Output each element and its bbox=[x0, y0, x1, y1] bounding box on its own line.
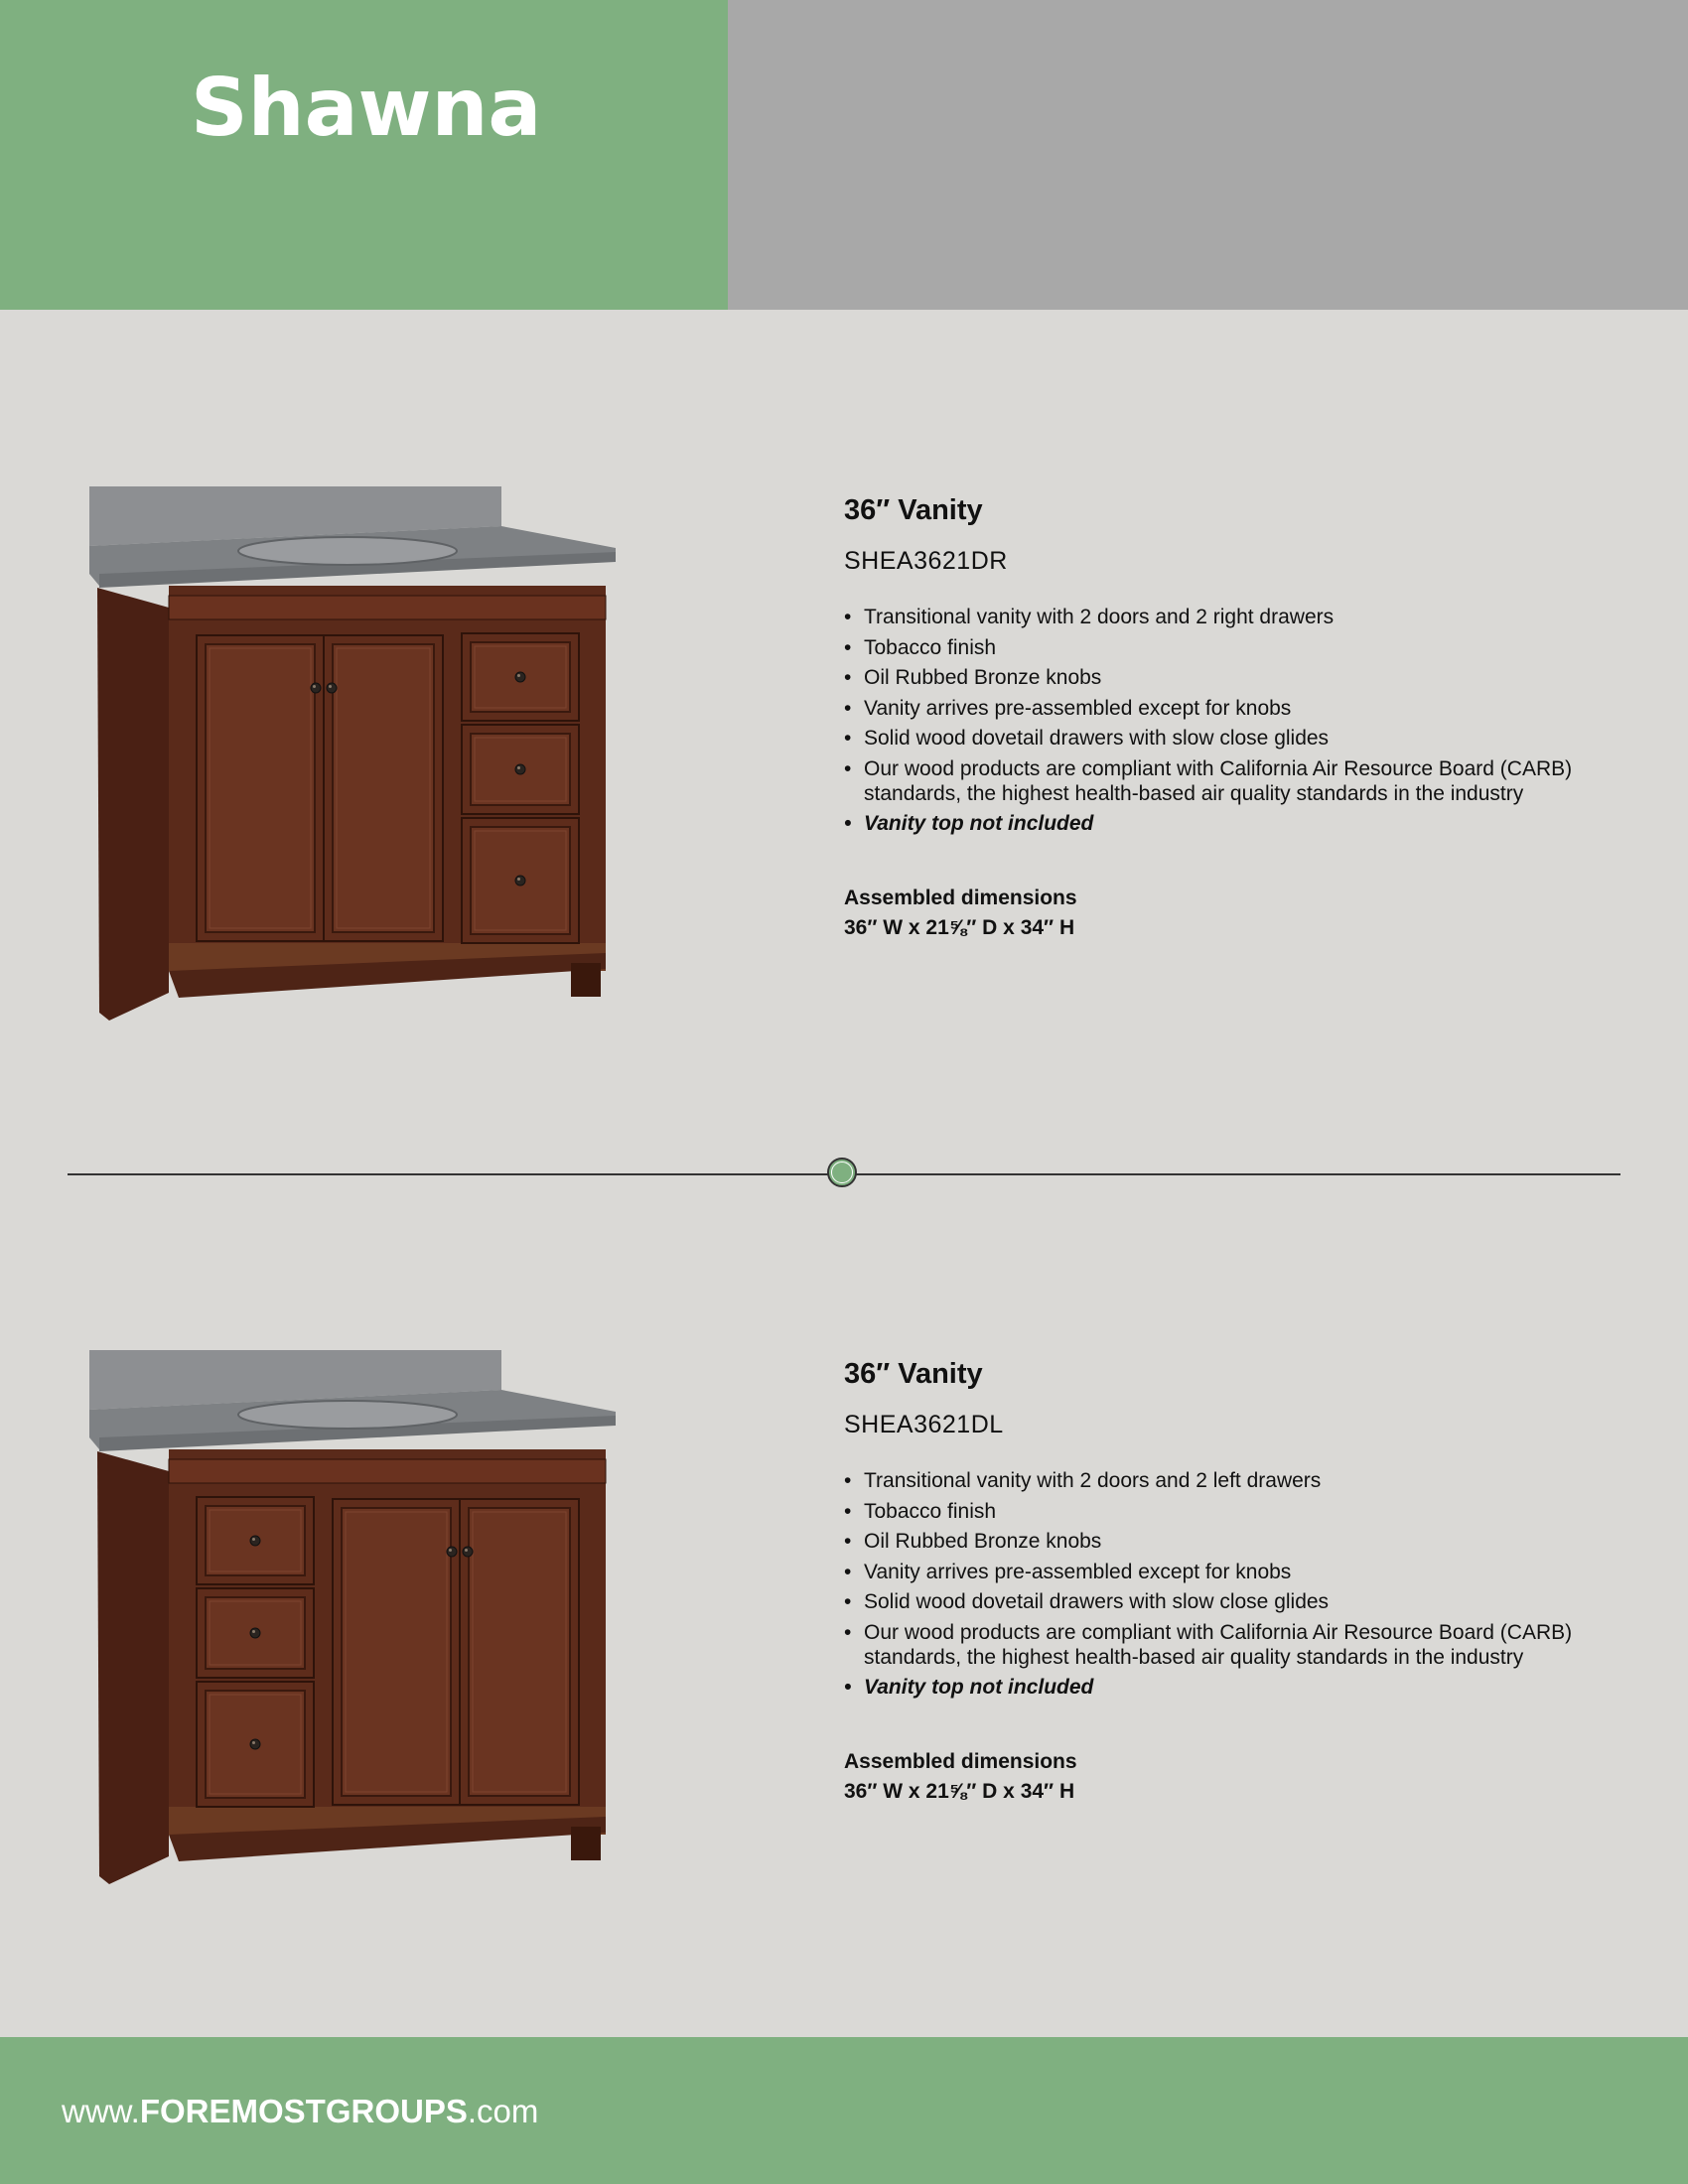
feature-item: • Tobacco finish bbox=[844, 635, 1638, 660]
product-sku: SHEA3621DR bbox=[844, 546, 1008, 575]
product-section bbox=[0, 437, 1688, 1032]
feature-item: • Our wood products are compliant with California Air Resource Board (CARB) standards, the highest health-based air quality standards in the industry bbox=[844, 1620, 1638, 1670]
vanity-image-right-drawers bbox=[79, 457, 635, 1023]
footer-banner bbox=[0, 2037, 1688, 2184]
divider-dot-icon bbox=[827, 1158, 857, 1187]
feature-list bbox=[844, 605, 1638, 836]
feature-item: • Vanity arrives pre-assembled except for knobs bbox=[844, 696, 1638, 721]
feature-item: • Transitional vanity with 2 doors and 2 left drawers bbox=[844, 1468, 1638, 1493]
product-sku: SHEA3621DL bbox=[844, 1410, 1004, 1438]
product-title: 36″ Vanity bbox=[844, 1358, 983, 1390]
feature-item: • Transitional vanity with 2 doors and 2 right drawers bbox=[844, 605, 1638, 629]
url-brand: FOREMOSTGROUPS bbox=[139, 2093, 468, 2129]
product-section bbox=[0, 1300, 1688, 1896]
dimensions-label: Assembled dimensions bbox=[844, 887, 1077, 910]
dimensions-value: 36″ W x 21⅝″ D x 34″ H bbox=[844, 916, 1075, 940]
page-title: Shawna bbox=[191, 62, 542, 154]
feature-note: • Vanity top not included bbox=[844, 1675, 1638, 1700]
feature-item: • Tobacco finish bbox=[844, 1499, 1638, 1524]
website-link[interactable] bbox=[62, 2093, 538, 2130]
url-prefix: www. bbox=[62, 2093, 140, 2129]
url-suffix: .com bbox=[467, 2093, 539, 2129]
feature-list bbox=[844, 1468, 1638, 1700]
product-info bbox=[844, 1356, 1638, 1807]
dimensions-value: 36″ W x 21⅝″ D x 34″ H bbox=[844, 1780, 1075, 1804]
vanity-image-left-drawers bbox=[79, 1320, 635, 1886]
feature-item: • Our wood products are compliant with California Air Resource Board (CARB) standards, the highest health-based air quality standards in the industry bbox=[844, 756, 1638, 806]
feature-item: • Oil Rubbed Bronze knobs bbox=[844, 1529, 1638, 1554]
feature-item: • Oil Rubbed Bronze knobs bbox=[844, 665, 1638, 690]
feature-item: • Solid wood dovetail drawers with slow close glides bbox=[844, 726, 1638, 751]
feature-item: • Vanity arrives pre-assembled except for knobs bbox=[844, 1560, 1638, 1584]
feature-note: • Vanity top not included bbox=[844, 811, 1638, 836]
feature-item: • Solid wood dovetail drawers with slow close glides bbox=[844, 1589, 1638, 1614]
product-title: 36″ Vanity bbox=[844, 494, 983, 526]
product-info bbox=[844, 492, 1638, 943]
dimensions-label: Assembled dimensions bbox=[844, 1750, 1077, 1774]
header-banner bbox=[0, 0, 728, 310]
header-gray-block bbox=[728, 0, 1688, 310]
